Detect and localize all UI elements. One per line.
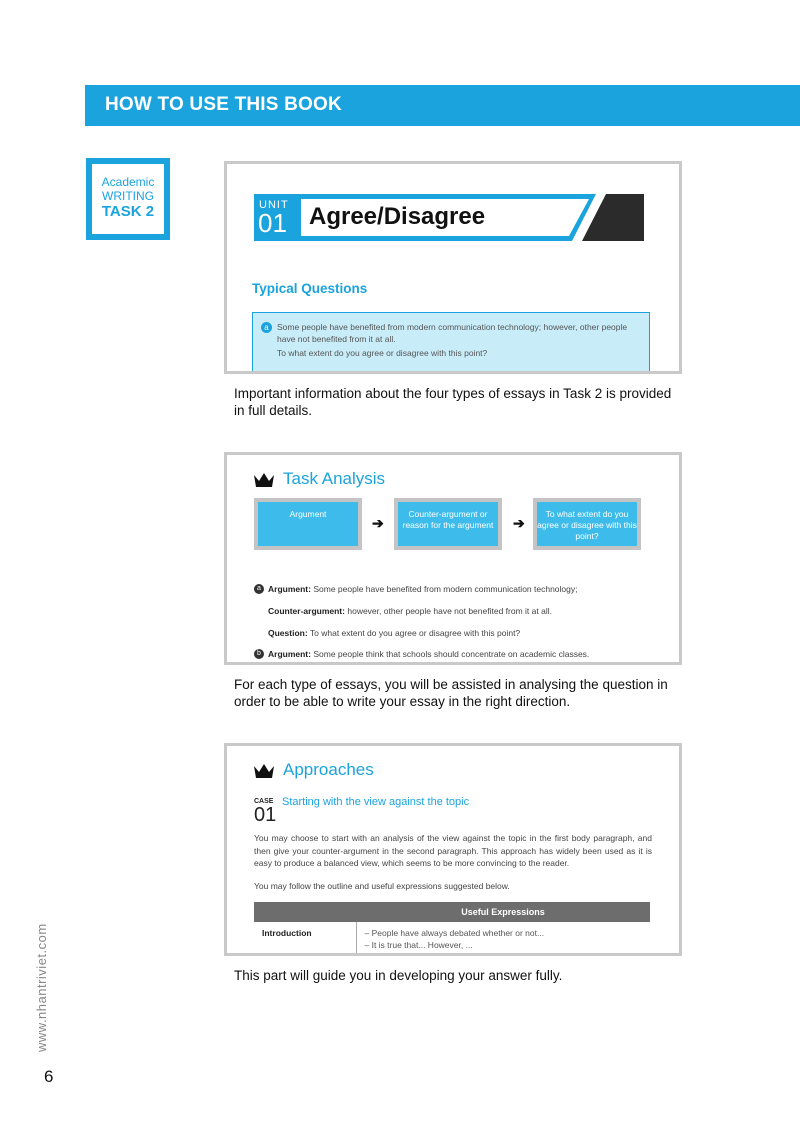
flow-box-argument: Argument — [254, 498, 362, 550]
typical-questions-title: Typical Questions — [252, 281, 368, 296]
expression-item: – People have always debated whether or not... — [364, 928, 545, 938]
bullet-a: a — [254, 584, 264, 594]
approaches-title: Approaches — [283, 760, 374, 779]
question-box — [252, 312, 650, 374]
expression-item: – It is true that... However, ... — [364, 940, 473, 950]
page-title: HOW TO USE THIS BOOK — [105, 94, 342, 115]
approach-note: You may follow the outline and useful expressions suggested below. — [254, 881, 510, 891]
case-title: Starting with the view against the topic — [282, 796, 470, 808]
question-prompt: To what extent do you agree or disagree with this point? — [277, 348, 488, 358]
header-bar — [85, 85, 800, 126]
bullet-b: b — [254, 649, 264, 659]
arrow-right-icon: ➔ — [372, 515, 384, 531]
side-label-line2: WRITING — [102, 189, 154, 203]
caption-2: For each type of essays, you will be assisted in analysing the question in order to be able to write your essay in the right direction. — [234, 677, 668, 709]
case-label: CASE — [254, 798, 274, 805]
approach-paragraph: You may choose to start with an analysis of the view against the topic in the first body paragraph, and then give your counter-argument in the second paragraph. This approach has widely been used as it is easy to produce a balanced view, which seems to be more convincing to the reader. — [254, 833, 652, 868]
analysis-row: Argument: Some people think that schools should concentrate on academic classes. — [268, 649, 590, 659]
side-label-line1: Academic — [101, 175, 155, 189]
question-text: Some people have benefited from modern communication technology; however, other people have not benefited from it at all. — [277, 322, 628, 344]
task-analysis-title: Task Analysis — [283, 469, 386, 488]
bullet-a: a — [261, 322, 272, 333]
unit-title: Agree/Disagree — [309, 203, 486, 230]
analysis-row: Counter-argument: however, other people have not benefited from it at all. — [268, 606, 552, 616]
approaches-frame — [224, 743, 682, 956]
crown-icon — [254, 763, 274, 779]
flow-box-question: To what extent do you agree or disagree with this point? — [533, 498, 641, 550]
side-label-line3: TASK 2 — [101, 203, 155, 220]
flow-box-counter-argument: Counter-argument or reason for the argument — [394, 498, 502, 550]
page-number: 6 — [44, 1067, 54, 1086]
table-header: Useful Expressions — [356, 902, 650, 922]
sample-unit-frame — [224, 161, 682, 374]
section-label-box — [86, 158, 170, 240]
expressions-table — [254, 902, 650, 956]
task-analysis-frame — [224, 452, 682, 665]
caption-1: Important information about the four types of essays in Task 2 is provided in full details. — [234, 386, 672, 418]
crown-icon — [254, 472, 274, 488]
arrow-right-icon: ➔ — [513, 515, 525, 531]
case-number: 01 — [254, 804, 277, 826]
caption-3: This part will guide you in developing your answer fully. — [234, 968, 563, 983]
table-row-content — [356, 922, 650, 956]
table-row-label: Introduction — [254, 922, 356, 956]
unit-number: 01 — [258, 208, 287, 238]
analysis-row: Question: To what extent do you agree or disagree with this point? — [268, 628, 521, 638]
website-watermark: www.nhantriviet.com — [34, 923, 49, 1052]
unit-label: UNIT — [259, 199, 289, 211]
table-header-blank — [254, 902, 356, 922]
analysis-row: Argument: Some people have benefited from modern communication technology; — [268, 584, 578, 594]
